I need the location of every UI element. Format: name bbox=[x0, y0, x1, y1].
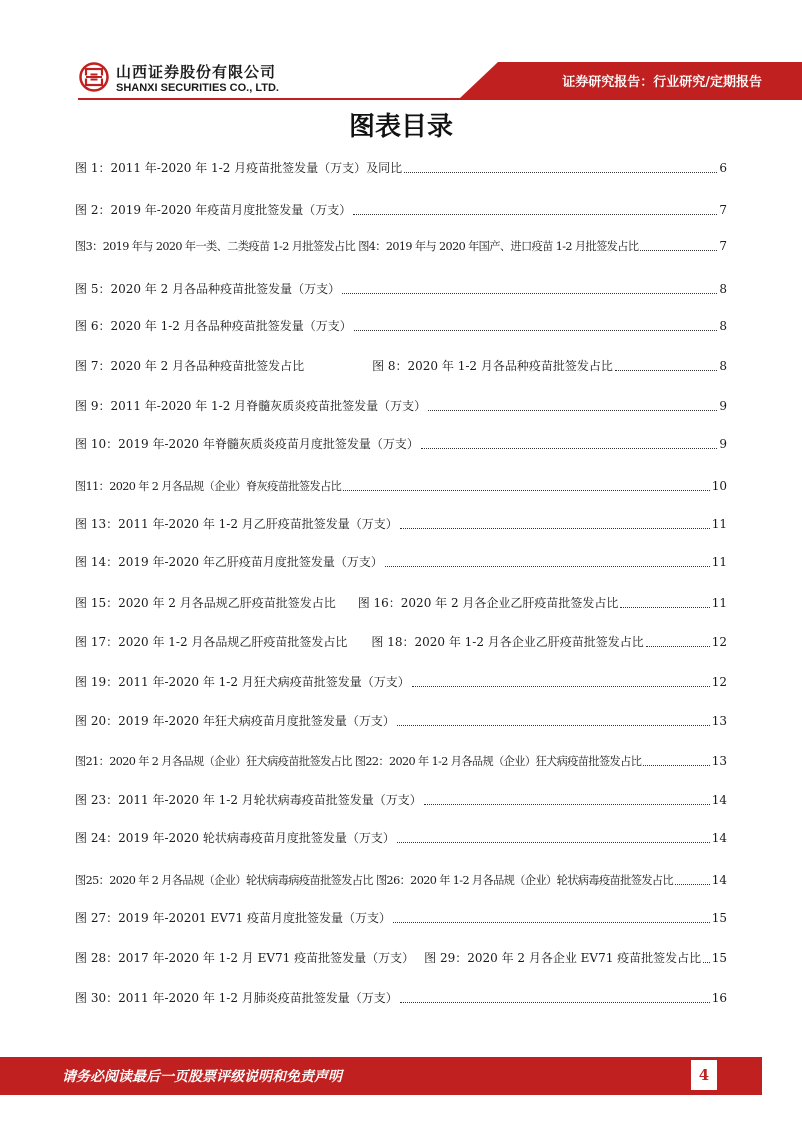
company-logo-icon bbox=[79, 62, 109, 92]
toc-dot-leader bbox=[397, 725, 710, 726]
toc-entry[interactable] bbox=[75, 790, 727, 810]
toc-entry-title: 图21：2020 年 2 月各品规（企业）狂犬病疫苗批签发占比 图22：2020 年 1-2 月各品规（企业）狂犬病疫苗批签发占比 bbox=[75, 755, 642, 768]
toc-dot-leader bbox=[421, 448, 718, 449]
toc-dot-leader bbox=[620, 607, 709, 608]
toc-dot-leader bbox=[397, 842, 710, 843]
toc-entry-title: 图 17：2020 年 1-2 月各品规乙肝疫苗批签发占比 bbox=[75, 635, 348, 649]
toc-entry-title: 图 27：2019 年-20201 EV71 疫苗月度批签发量（万支） bbox=[75, 911, 391, 925]
toc-dot-leader bbox=[404, 172, 717, 173]
toc-entry-title: 图3：2019 年与 2020 年一类、二类疫苗 1-2 月批签发占比 图4：2019 年与 2020 年国产、进口疫苗 1-2 月批签发占比 bbox=[75, 240, 639, 253]
toc-page-number: 6 bbox=[719, 161, 727, 175]
toc-entry-title-secondary: 图 8：2020 年 1-2 月各品种疫苗批签发占比 bbox=[372, 359, 613, 373]
company-name-cn: 山西证券股份有限公司 bbox=[116, 63, 277, 81]
toc-page-number: 14 bbox=[711, 831, 727, 845]
toc-dot-leader bbox=[400, 528, 710, 529]
toc-entry-title: 图 1：2011 年-2020 年 1-2 月疫苗批签发量（万支）及同比 bbox=[75, 161, 403, 175]
toc-dot-leader bbox=[643, 765, 709, 766]
toc-page-number: 9 bbox=[719, 437, 727, 451]
toc-entry-title: 图 19：2011 年-2020 年 1-2 月狂犬病疫苗批签发量（万支） bbox=[75, 675, 410, 689]
toc-entry[interactable] bbox=[75, 988, 727, 1008]
toc-entry[interactable] bbox=[75, 552, 727, 572]
toc-page-number: 12 bbox=[711, 635, 727, 649]
toc-entry-title-secondary: 图 16：2020 年 2 月各企业乙肝疫苗批签发占比 bbox=[357, 596, 619, 610]
toc-dot-leader bbox=[703, 962, 710, 963]
toc-entry-title: 图25：2020 年 2 月各品规（企业）轮状病毒病疫苗批签发占比 图26：2020 年 1-2 月各品规（企业）轮状病毒疫苗批签发占比 bbox=[75, 874, 674, 887]
toc-entry[interactable] bbox=[75, 434, 727, 454]
toc-page-number: 11 bbox=[711, 517, 727, 531]
toc-dot-leader bbox=[342, 293, 717, 294]
toc-page-number: 15 bbox=[711, 911, 727, 925]
report-type: 证券研究报告：行业研究/定期报告 bbox=[562, 75, 762, 90]
toc-page-number: 8 bbox=[719, 319, 727, 333]
toc-entry-title: 图 15：2020 年 2 月各品规乙肝疫苗批签发占比 bbox=[75, 596, 336, 610]
footer-disclaimer: 请务必阅读最后一页股票评级说明和免责声明 bbox=[62, 1069, 342, 1085]
toc-page-number: 14 bbox=[711, 793, 727, 807]
toc-page-number: 13 bbox=[711, 714, 727, 728]
toc-page-number: 11 bbox=[711, 555, 727, 569]
toc-entry[interactable] bbox=[75, 828, 727, 848]
toc-page-number: 16 bbox=[711, 991, 727, 1005]
toc-page-number: 11 bbox=[711, 596, 727, 610]
page-title: 图表目录 bbox=[348, 112, 453, 142]
toc-entry-title: 图 2：2019 年-2020 年疫苗月度批签发量（万支） bbox=[75, 203, 352, 217]
toc-page-number: 8 bbox=[719, 359, 727, 373]
toc-entry-title: 图 14：2019 年-2020 年乙肝疫苗月度批签发量（万支） bbox=[75, 555, 383, 569]
toc-dot-leader bbox=[354, 330, 718, 331]
toc-entry[interactable] bbox=[75, 236, 727, 256]
toc-entry-title: 图 10：2019 年-2020 年脊髓灰质炎疫苗月度批签发量（万支） bbox=[75, 437, 419, 451]
toc-page-number: 9 bbox=[719, 399, 727, 413]
toc-entry-title-secondary: 图 29：2020 年 2 月各企业 EV71 疫苗批签发占比 bbox=[424, 951, 702, 965]
toc-entry[interactable] bbox=[75, 514, 727, 534]
toc-entry[interactable] bbox=[75, 356, 727, 376]
toc-dot-leader bbox=[640, 250, 717, 251]
toc-entry-title: 图11：2020 年 2 月各品规（企业）脊灰疫苗批签发占比 bbox=[75, 480, 342, 493]
toc-entry[interactable] bbox=[75, 751, 727, 771]
toc-entry[interactable] bbox=[75, 279, 727, 299]
toc-entry[interactable] bbox=[75, 200, 727, 220]
toc-dot-leader bbox=[615, 370, 718, 371]
toc-dot-leader bbox=[412, 686, 710, 687]
toc-entry[interactable] bbox=[75, 476, 727, 496]
toc-page-number: 7 bbox=[719, 203, 727, 217]
company-name-en: SHANXI SECURITIES CO., LTD. bbox=[116, 82, 279, 94]
toc-entry-title-secondary: 图 18：2020 年 1-2 月各企业乙肝疫苗批签发占比 bbox=[371, 635, 644, 649]
toc-page-number: 8 bbox=[719, 282, 727, 296]
toc-entry-title: 图 5：2020 年 2 月各品种疫苗批签发量（万支） bbox=[75, 282, 341, 296]
toc-dot-leader bbox=[385, 566, 710, 567]
toc-entry[interactable] bbox=[75, 632, 727, 652]
toc-page-number: 13 bbox=[711, 754, 727, 768]
toc-dot-leader bbox=[393, 922, 710, 923]
toc-entry-title: 图 20：2019 年-2020 年狂犬病疫苗月度批签发量（万支） bbox=[75, 714, 395, 728]
toc-dot-leader bbox=[343, 490, 709, 491]
toc-entry-title: 图 13：2011 年-2020 年 1-2 月乙肝疫苗批签发量（万支） bbox=[75, 517, 398, 531]
toc-entry[interactable] bbox=[75, 870, 727, 890]
toc-page-number: 15 bbox=[711, 951, 727, 965]
toc-entry-title: 图 6：2020 年 1-2 月各品种疫苗批签发量（万支） bbox=[75, 319, 352, 333]
toc-entry-title: 图 28：2017 年-2020 年 1-2 月 EV71 疫苗批签发量（万支） bbox=[75, 951, 415, 965]
toc-page-number: 12 bbox=[711, 675, 727, 689]
toc-entry[interactable] bbox=[75, 593, 727, 613]
toc-entry[interactable] bbox=[75, 948, 727, 968]
toc-page-number: 14 bbox=[711, 873, 727, 887]
header-divider bbox=[78, 98, 802, 100]
toc-entry[interactable] bbox=[75, 316, 727, 336]
toc-dot-leader bbox=[353, 214, 717, 215]
toc-entry[interactable] bbox=[75, 711, 727, 731]
toc-dot-leader bbox=[400, 1002, 710, 1003]
toc-entry-title: 图 9：2011 年-2020 年 1-2 月脊髓灰质炎疫苗批签发量（万支） bbox=[75, 399, 427, 413]
toc-page-number: 7 bbox=[719, 239, 727, 253]
toc-entry[interactable] bbox=[75, 908, 727, 928]
toc-dot-leader bbox=[675, 884, 710, 885]
toc-entry-title: 图 30：2011 年-2020 年 1-2 月肺炎疫苗批签发量（万支） bbox=[75, 991, 398, 1005]
toc-entry-title: 图 23：2011 年-2020 年 1-2 月轮状病毒疫苗批签发量（万支） bbox=[75, 793, 422, 807]
toc-entry[interactable] bbox=[75, 158, 727, 178]
toc-dot-leader bbox=[428, 410, 717, 411]
toc-entry[interactable] bbox=[75, 396, 727, 416]
page-number: 4 bbox=[691, 1060, 717, 1090]
toc-dot-leader bbox=[646, 646, 710, 647]
toc-entry[interactable] bbox=[75, 672, 727, 692]
toc-entry-title: 图 7：2020 年 2 月各品种疫苗批签发占比 bbox=[75, 359, 305, 373]
toc-dot-leader bbox=[424, 804, 710, 805]
toc-entry-title: 图 24：2019 年-2020 轮状病毒疫苗月度批签发量（万支） bbox=[75, 831, 395, 845]
toc-page-number: 10 bbox=[711, 479, 727, 493]
